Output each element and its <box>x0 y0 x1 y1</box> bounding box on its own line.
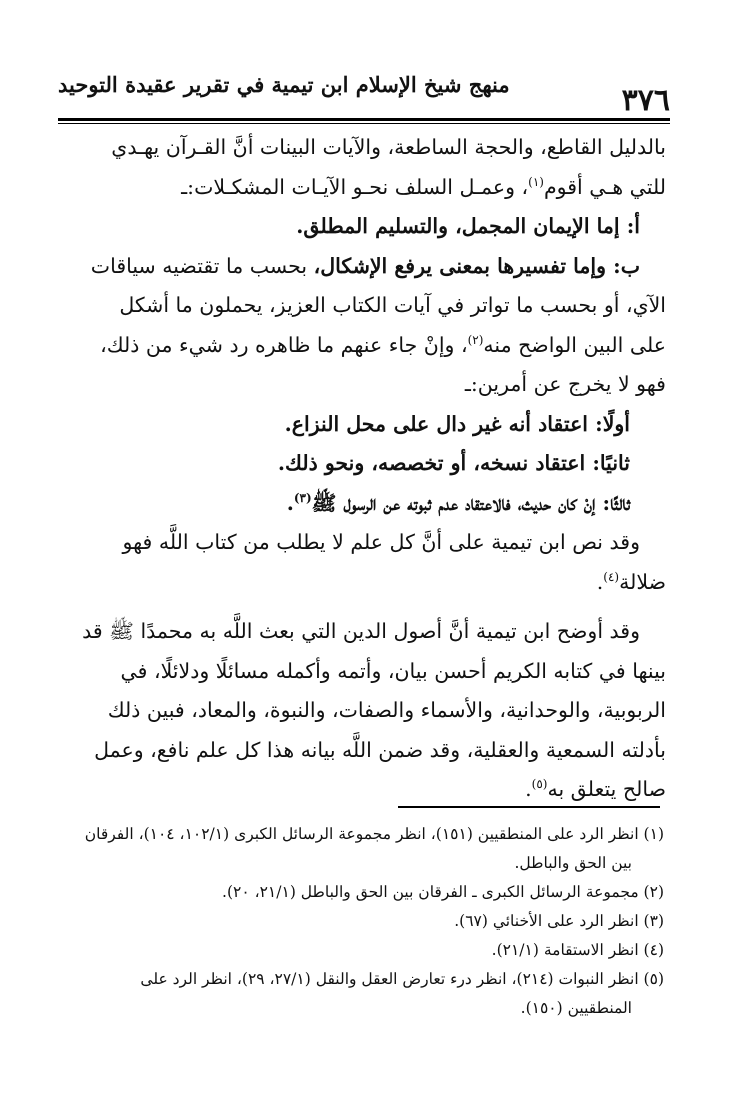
line: صالح يتعلق به$^{(٥)}$. <box>525 777 666 801</box>
page-number: ٣٧٦ <box>621 83 670 118</box>
footnote-5-cont: المنطقيين (١٥٠). <box>520 999 632 1017</box>
footnote-1-cont: بين الحق والباطل. <box>514 854 632 872</box>
point-a: أ: إما الإيمان المجمل، والتسليم المطلق. <box>296 214 640 238</box>
running-title: منهج شيخ الإسلام ابن تيمية في تقرير عقيدة التوحيد <box>58 72 510 97</box>
line: بالدليل القاطع، والحجة الساطعة، والآيات البينات أنَّ القـرآن يهـدي <box>111 135 666 159</box>
point-b: ب: وإما تفسيرها بمعنى يرفع الإشكال، بحسب ما تقتضيه سياقات <box>90 253 640 278</box>
header-rule <box>58 118 670 121</box>
point-second: ثانيًا: اعتقاد نسخه، أو تخصصه، ونحو ذلك. <box>277 451 630 475</box>
footnote-4: (٤) انظر الاستقامة (٢١/١). <box>491 941 664 959</box>
point-third: ثالثًا: إنْ كان حديث، فالاعتقاد عدم ثبوته عن الرسول ﷺ$^{(٣)}$. <box>286 490 630 515</box>
paragraph-3: وقد أوضح ابن تيمية أنَّ أصول الدين التي بعث اللَّه به محمدًا ﷺ قد <box>82 619 640 643</box>
line: على البين الواضح منه$^{(٢)}$، وإنْ جاء عنهم ما ظاهره رد شيء من ذلك، <box>100 332 666 357</box>
paragraph-2: وقد نص ابن تيمية على أنَّ كل علم لا يطلب من كتاب اللَّه فهو <box>122 530 640 554</box>
line: فهو لا يخرج عن أمرين:ـ <box>464 372 666 396</box>
footnote-ref: (٣) <box>293 490 312 505</box>
line: الآي، أو بحسب ما تواتر في آيات الكتاب العزيز، يحملون ما أشكل <box>119 293 666 317</box>
line: ضلالة$^{(٤)}$. <box>596 569 666 594</box>
point-first: أولًا: اعتقاد أنه غير دال على محل النزاع. <box>284 411 630 436</box>
line: للتي هـي أقوم$^{(١)}$، وعمـل السلف نحـو الآيـات المشكـلات:ـ <box>181 174 666 199</box>
main-text <box>60 128 666 810</box>
footnote-separator <box>398 806 660 808</box>
header-rule-thin <box>58 123 670 124</box>
footnote-ref: (٤) <box>603 569 620 584</box>
footnote-1: (١) انظر الرد على المنطقيين (١٥١)، انظر مجموعة الرسائل الكبرى (١٠٢/١، ١٠٤)، الفرقان <box>84 825 664 843</box>
line: بأدلته السمعية والعقلية، وقد ضمن اللَّه بيانه هذا كل علم نافع، وعمل <box>94 737 666 762</box>
footnote-ref: (١) <box>528 174 544 189</box>
footnote-ref: (٥) <box>531 777 548 792</box>
footnote-3: (٣) انظر الرد على الأخنائي (٦٧). <box>454 912 664 930</box>
footnote-2: (٢) مجموعة الرسائل الكبرى ـ الفرقان بين الحق والباطل (٢١/١، ٢٠). <box>222 883 664 901</box>
footnote-ref: (٢) <box>467 332 484 347</box>
footnote-5: (٥) انظر النبوات (٢١٤)، انظر درء تعارض العقل والنقل (٢٧/١، ٢٩)، انظر الرد على <box>140 970 664 988</box>
line: بينها في كتابه الكريم أحسن بيان، وأتمه وأكمله مسائلًا ودلائلًا، في <box>120 658 666 683</box>
line: الربوبية، والوحدانية، والأسماء والصفات، والنبوة، والمعاد، فبين ذلك <box>107 698 666 722</box>
footnotes <box>64 820 664 1023</box>
page-header <box>58 70 670 116</box>
